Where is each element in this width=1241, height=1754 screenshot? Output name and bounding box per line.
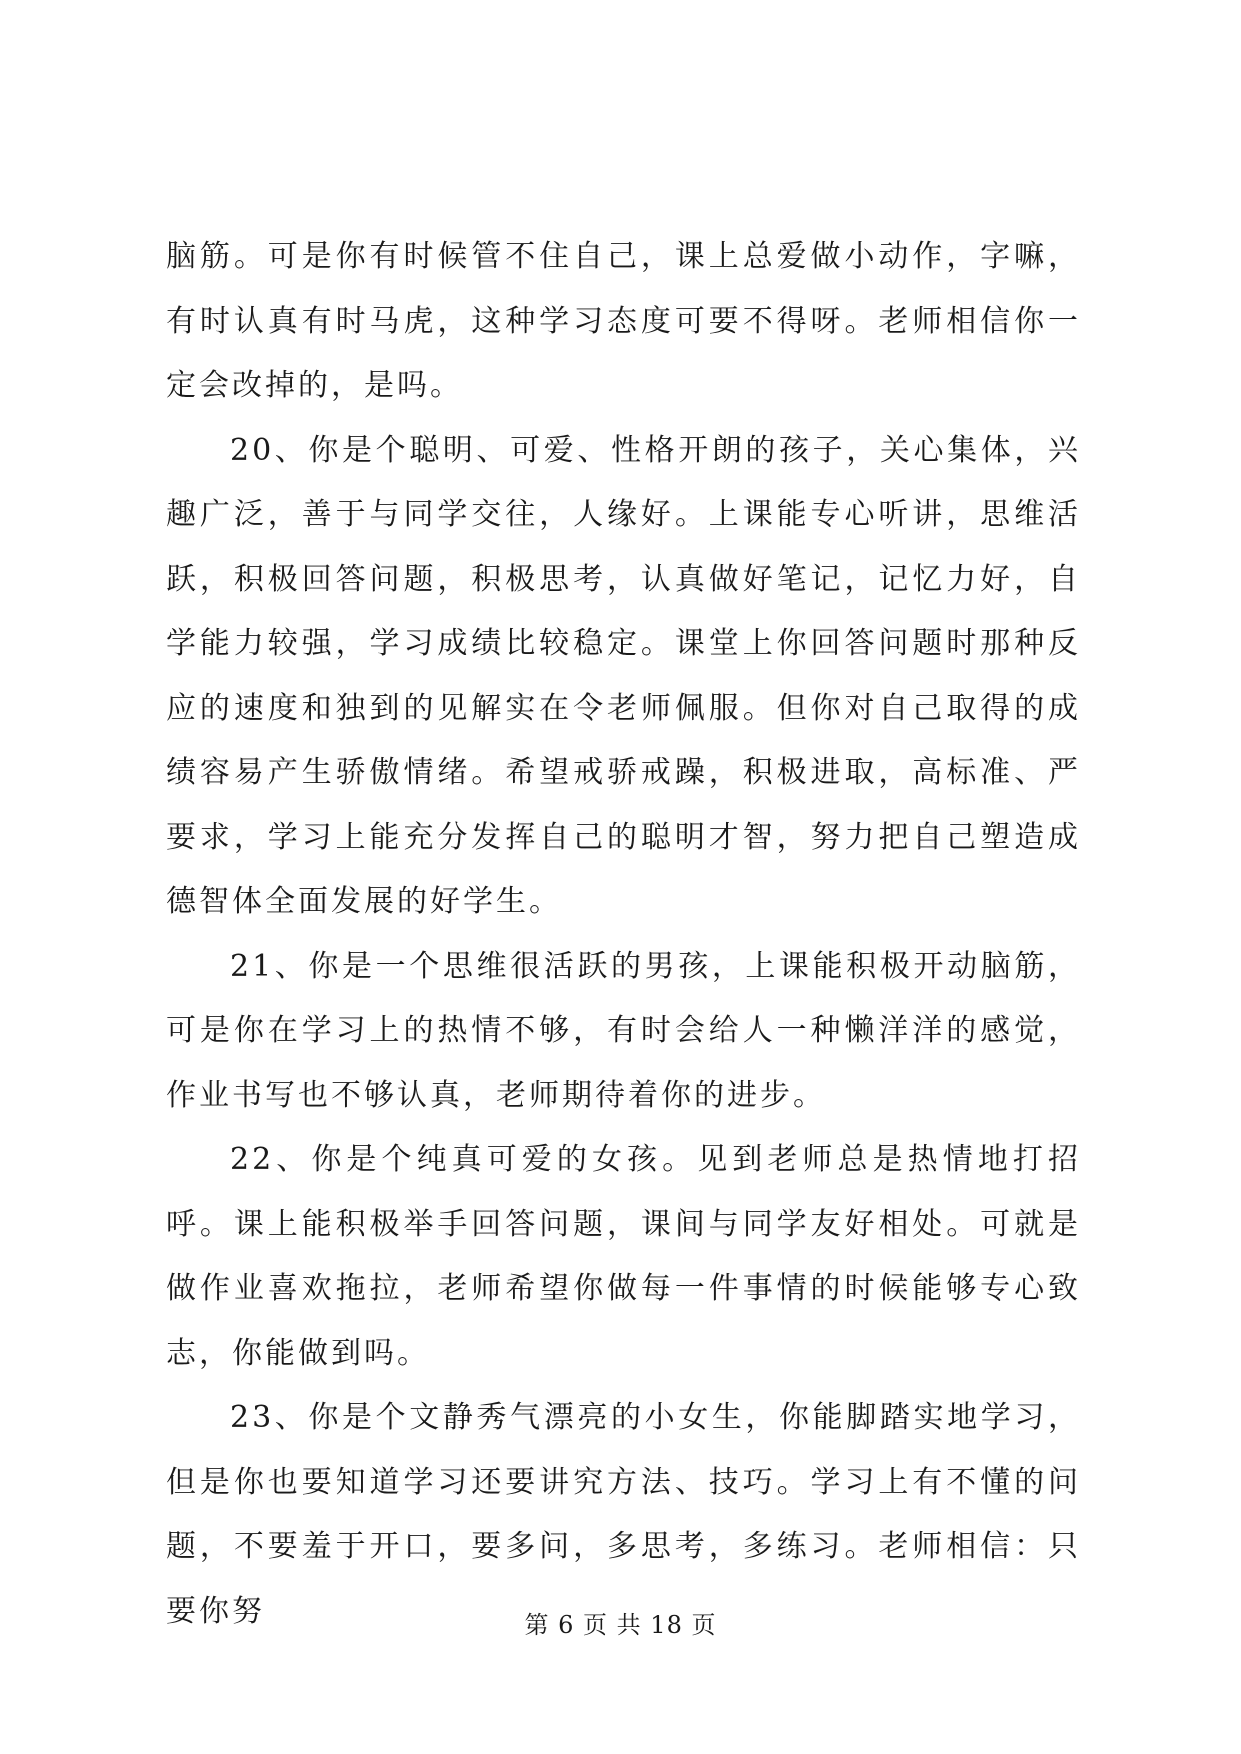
paragraph-23: 23、你是个文静秀气漂亮的小女生，你能脚踏实地学习，但是你也要知道学习还要讲究方法、技巧。学习上有不懂的问题，不要羞于开口，要多问，多思考，多练习。老师相信：只要你努 [166,1400,1081,1629]
paragraph-22: 22、你是个纯真可爱的女孩。见到老师总是热情地打招呼。课上能积极举手回答问题，课间与同学友好相处。可就是做作业喜欢拖拉，老师希望你做每一件事情的时候能够专心致志，你能做到吗。 [166,1142,1081,1371]
page-number-footer: 第 6 页 共 18 页 [524,1611,717,1639]
paragraph-21: 21、你是一个思维很活跃的男孩，上课能积极开动脑筋，可是你在学习上的热情不够，有时会给人一种懒洋洋的感觉，作业书写也不够认真，老师期待着你的进步。 [166,948,1081,1113]
paragraph-continued: 脑筋。可是你有时候管不住自己，课上总爱做小动作，字嘛，有时认真有时马虎，这种学习态度可要不得呀。老师相信你一定会改掉的，是吗。 [166,239,1081,403]
paragraph-20: 20、你是个聪明、可爱、性格开朗的孩子，关心集体，兴趣广泛，善于与同学交往，人缘好。上课能专心听讲，思维活跃，积极回答问题，积极思考，认真做好笔记，记忆力好，自学能力较强，学习成绩比较稳定。课堂上你回答问题时那种反应的速度和独到的见解实在令老师佩服。但你对自己取得的成绩容易产生骄傲情绪。希望戒骄戒躁，积极进取，高标准、严要求，学习上能充分发挥自己的聪明才智，努力把自己塑造成德智体全面发展的好学生。 [166,432,1081,919]
document-body [166,225,1081,1644]
